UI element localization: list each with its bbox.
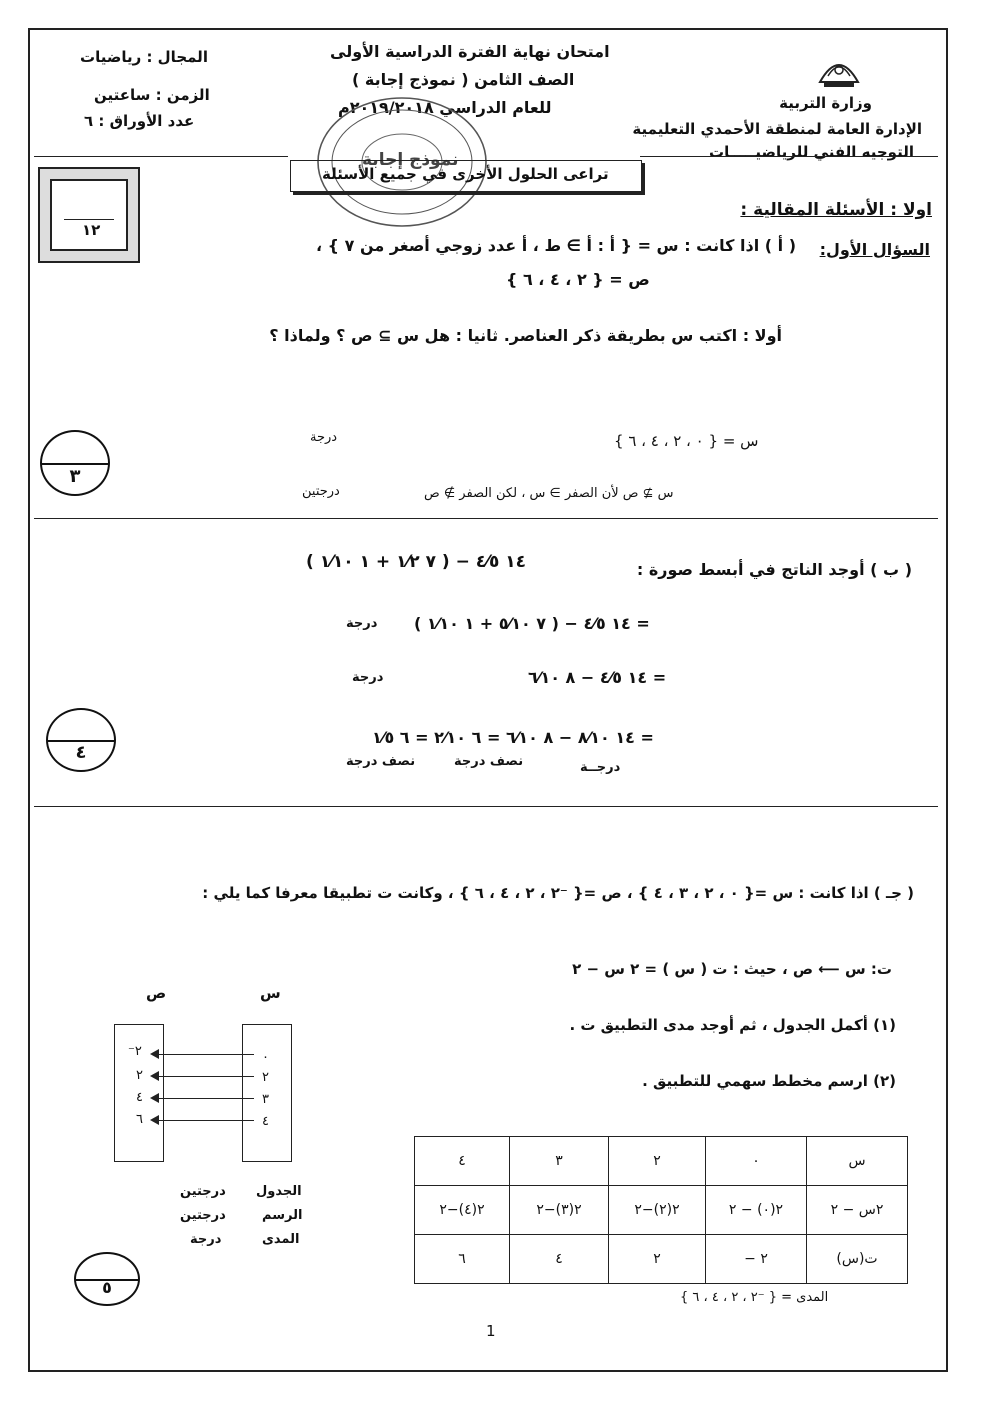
table-cell: ٠: [706, 1137, 807, 1186]
q1-part-a-line2: ص = { ٢ ، ٤ ، ٦ }: [506, 270, 650, 289]
codomain-item: ٢: [136, 1068, 143, 1083]
q1c-task1: (١) أكمل الجدول ، ثم أوجد مدى التطبيق ت .: [569, 1016, 896, 1034]
domain-item: ٤: [262, 1114, 269, 1129]
q1b-step3: = ١٤ ٨⁄١٠ − ٨ ٦⁄١٠ = ٦ ٢⁄١٠ = ٦ ١⁄٥: [372, 728, 654, 747]
q1b-step2: = ١٤ ٤⁄٥ − ٨ ٦⁄١٠: [528, 668, 667, 687]
diagram-codomain-label: ص: [146, 984, 167, 1002]
row-header-result: ت(س): [807, 1235, 908, 1284]
table-cell: ٣: [510, 1137, 609, 1186]
table-cell: ٢: [609, 1235, 706, 1284]
q1c-mapping: ت: س ⟵ ص ، حيث : ت ( س ) = ٢ س − ٢: [572, 960, 892, 978]
mapping-arrow: [152, 1054, 254, 1055]
mark-value-drawing: درجتين: [180, 1208, 226, 1223]
diagram-domain-label: س: [260, 984, 281, 1002]
q1-score: ٣: [69, 466, 81, 487]
q1-answer1: س = { ٠ ، ٢ ، ٤ ، ٦ }: [614, 432, 759, 450]
domain-item: ٣: [262, 1092, 269, 1107]
q1c-prompt: ( جـ ) اذا كانت : س ={ ٠ ، ٢ ، ٣ ، ٤ } ، ص ={ ⁻٢ ، ٢ ، ٤ ، ٦ } ، وكانت ت تطبيقا معرفا كما يلي :: [202, 884, 914, 902]
q1b-expression: ١٤ ٤⁄٥ − ( ٧ ١⁄٢ + ١ ١⁄١٠ ): [306, 552, 527, 572]
q1c-score-circle: [74, 1252, 140, 1306]
q1-part-a-line1: ( أ ) اذا كانت : س = { أ : أ ∋ ط ، أ عدد زوجي أصغر من ٧ } ،: [316, 236, 796, 255]
mark-item-table: الجدول: [256, 1184, 302, 1199]
q1b-step1: = ١٤ ٤⁄٥ − ( ٧ ٥⁄١٠ + ١ ١⁄١٠ ): [414, 614, 650, 633]
header-divider: [34, 156, 288, 157]
q1b-step3-mark-3: نصف درجة: [346, 754, 416, 769]
table-cell: ٤: [510, 1235, 609, 1284]
mark-value-range: درجة: [190, 1232, 222, 1247]
exam-year: للعام الدراسي ٢٠١٩/٢٠١٨م: [338, 98, 552, 117]
table-row: [415, 1137, 908, 1186]
subject-label: المجال : رياضيات: [80, 48, 208, 66]
header-divider-right: [640, 156, 938, 157]
total-score-value: ١٢: [82, 221, 101, 239]
mark-value-table: درجتين: [180, 1184, 226, 1199]
q1b-step2-mark: درجة: [352, 670, 384, 685]
exam-grade: الصف الثامن ( نموذج إجابة ): [352, 70, 575, 89]
q1b-step3-mark-1: درجــة: [580, 760, 621, 775]
domain-item: ٢: [262, 1070, 269, 1085]
divider-2: [34, 806, 938, 807]
values-table: [414, 1136, 908, 1284]
page-number: 1: [486, 1322, 496, 1340]
range-answer: المدى = { ⁻٢ ، ٢ ، ٤ ، ٦ }: [680, 1290, 829, 1305]
q1b-score-circle: [46, 708, 116, 772]
q1c-score: ٥: [102, 1278, 112, 1297]
q1-answer2-mark: درجتين: [302, 484, 340, 499]
table-cell: ٦: [415, 1235, 510, 1284]
table-cell: ٢(٢)−٢: [609, 1186, 706, 1235]
section-title: اولا : الأسئلة المقالية :: [740, 200, 932, 220]
q1b-step1-mark: درجة: [346, 616, 378, 631]
table-cell: ٢(٠) − ٢: [706, 1186, 807, 1235]
q1b-step3-mark-2: نصف درجة: [454, 754, 524, 769]
q1c-task2: (٢) ارسم مخطط سهمي للتطبيق .: [642, 1072, 896, 1090]
codomain-item: ٦: [136, 1112, 143, 1127]
q1-task: أولا : اكتب س بطريقة ذكر العناصر. ثانيا : هل س ⊇ ص ؟ ولماذا ؟: [269, 326, 782, 345]
total-score-box: [38, 167, 140, 263]
table-row: [415, 1235, 908, 1284]
table-cell: ٢ −: [706, 1235, 807, 1284]
stamp-text: نموذج إجابة: [362, 150, 459, 170]
mark-item-drawing: الرسم: [262, 1208, 303, 1223]
table-cell: ٢(٣)−٢: [510, 1186, 609, 1235]
ministry-emblem: [814, 44, 864, 90]
domain-item: ٠: [262, 1050, 269, 1065]
exam-title: امتحان نهاية الفترة الدراسية الأولى: [330, 42, 610, 61]
row-header-expression: ٢س − ٢: [807, 1186, 908, 1235]
table-row: [415, 1186, 908, 1235]
q1b-score: ٤: [75, 742, 87, 763]
directorate-name: الإدارة العامة لمنطقة الأحمدي التعليمية: [632, 120, 922, 138]
mapping-arrow: [152, 1098, 254, 1099]
ministry-name: وزارة التربية: [779, 94, 872, 112]
pages-label: عدد الأوراق : ٦: [84, 112, 195, 130]
time-label: الزمن : ساعتين: [94, 86, 210, 104]
codomain-item: ⁻٢: [128, 1044, 142, 1059]
row-header-x: س: [807, 1137, 908, 1186]
mapping-arrow: [152, 1076, 254, 1077]
q1b-prompt: ( ب ) أوجد الناتج في أبسط صورة :: [636, 560, 912, 579]
divider-1: [34, 518, 938, 519]
q1-score-circle: [40, 430, 110, 496]
notice-text: تراعى الحلول الأخرى في جميع الأسئلة: [322, 165, 609, 183]
table-cell: ٢(٤)−٢: [415, 1186, 510, 1235]
codomain-item: ٤: [136, 1090, 143, 1105]
q1-answer2: س ⊉ ص لأن الصفر ∋ س ، لكن الصفر ∌ ص: [424, 486, 674, 501]
mark-item-range: المدى: [262, 1232, 300, 1247]
mapping-arrow: [152, 1120, 254, 1121]
q1-answer1-mark: درجة: [310, 430, 338, 445]
table-cell: ٢: [609, 1137, 706, 1186]
table-cell: ٤: [415, 1137, 510, 1186]
guidance-name: التوجيه الفني للرياضيـــــات: [709, 143, 914, 161]
q1-label: السؤال الأول:: [819, 240, 930, 259]
